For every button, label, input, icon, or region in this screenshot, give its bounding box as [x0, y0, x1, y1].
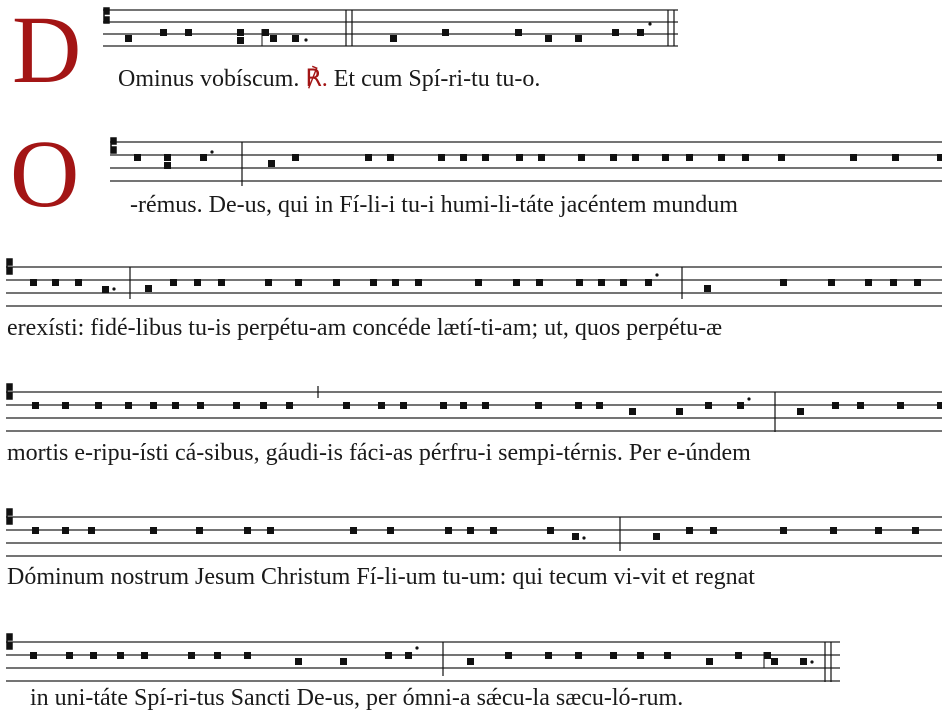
lyric-line-4: mortis e-ripu-ísti cá-sibus, gáudi-is fáci-as pérfru-i sempi-térnis. Per e-úndem	[7, 440, 751, 466]
neumes-1	[125, 22, 652, 44]
lyric-line-6: in uni-táte Spí-ri-tus Sancti De-us, per ómni-a sǽcu-la sæcu-ló-rum.	[30, 685, 684, 711]
drop-cap-initial-d: D	[12, 0, 82, 103]
verse-text: Ominus vobíscum.	[118, 66, 300, 92]
lyric-line-5: Dóminum nostrum Jesum Christum Fí-li-um tu-um: qui tecum vi-vit et regnat	[7, 564, 755, 590]
lyric-line-2: -rémus. De-us, qui in Fí-li-i tu-i humi-li-táte jacéntem mundum	[130, 192, 738, 218]
lyric-line-3: erexísti: fidé-libus tu-is perpétu-am concéde lætí-ti-am; ut, quos perpétu-æ	[7, 315, 723, 341]
staff-2	[0, 130, 950, 200]
drop-cap-initial-o: O	[10, 120, 80, 227]
staff-1	[0, 0, 950, 60]
response-text: Et cum Spí-ri-tu tu-o.	[333, 66, 541, 92]
lyric-line-1	[118, 64, 540, 93]
response-symbol: ℟.	[305, 66, 328, 92]
